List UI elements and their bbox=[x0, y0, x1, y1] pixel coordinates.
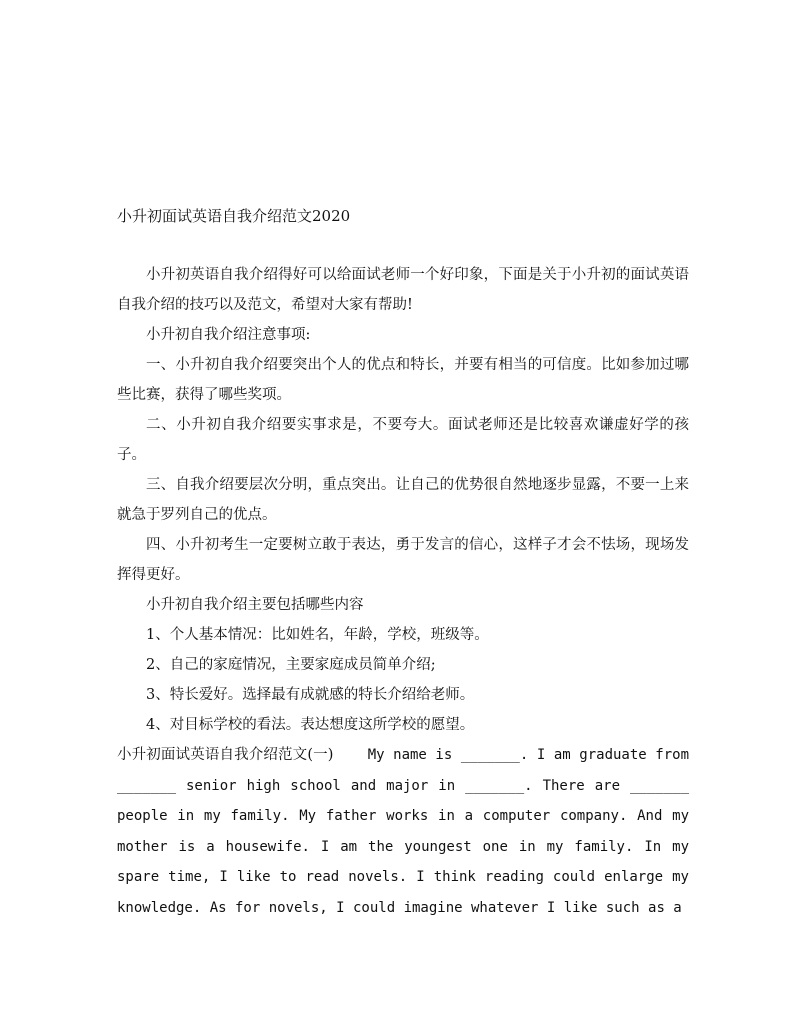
sample-paragraph bbox=[117, 740, 698, 924]
sample-heading: 小升初面试英语自我介绍范文(一) bbox=[117, 747, 334, 763]
document-title: 小升初面试英语自我介绍范文2020 bbox=[117, 207, 351, 225]
note-item-1: 一、小升初自我介绍要突出个人的优点和特长，并要有相当的可信度。比如参加过哪些比赛，获得了哪些奖项。 bbox=[117, 357, 689, 403]
intro-paragraph: 小升初英语自我介绍得好可以给面试老师一个好印象，下面是关于小升初的面试英语自我介绍的技巧以及范文，希望对大家有帮助! bbox=[117, 267, 689, 313]
content-item-3: 3、特长爱好。选择最有成就感的特长介绍给老师。 bbox=[146, 687, 475, 703]
document-body bbox=[117, 260, 698, 924]
note-item-3: 三、自我介绍要层次分明，重点突出。让自己的优势很自然地逐步显露，不要一上来就急于罗列自己的优点。 bbox=[117, 477, 689, 523]
sample-text: My name is _______. I am graduate from _______ senior high school and major in _______. There are _______ people in my family. My father works in a computer company. And my mother is a housewife. I am the youngest one in my family. In my spare time, I like to read novels. I think reading could enlarge my knowledge. As for novels, I could imagine whatever I like such as a bbox=[117, 747, 698, 916]
content-item-1: 1、个人基本情况：比如姓名，年龄，学校，班级等。 bbox=[146, 627, 489, 643]
note-item-4: 四、小升初考生一定要树立敢于表达，勇于发言的信心，这样子才会不怯场，现场发挥得更好。 bbox=[117, 537, 689, 583]
note-item-2: 二、小升初自我介绍要实事求是，不要夸大。面试老师还是比较喜欢谦虚好学的孩子。 bbox=[117, 417, 689, 463]
content-item-2: 2、自己的家庭情况，主要家庭成员简单介绍; bbox=[146, 657, 436, 673]
content-heading: 小升初自我介绍主要包括哪些内容 bbox=[146, 597, 364, 613]
content-item-4: 4、对目标学校的看法。表达想度这所学校的愿望。 bbox=[146, 717, 475, 733]
notes-heading: 小升初自我介绍注意事项: bbox=[146, 327, 311, 343]
